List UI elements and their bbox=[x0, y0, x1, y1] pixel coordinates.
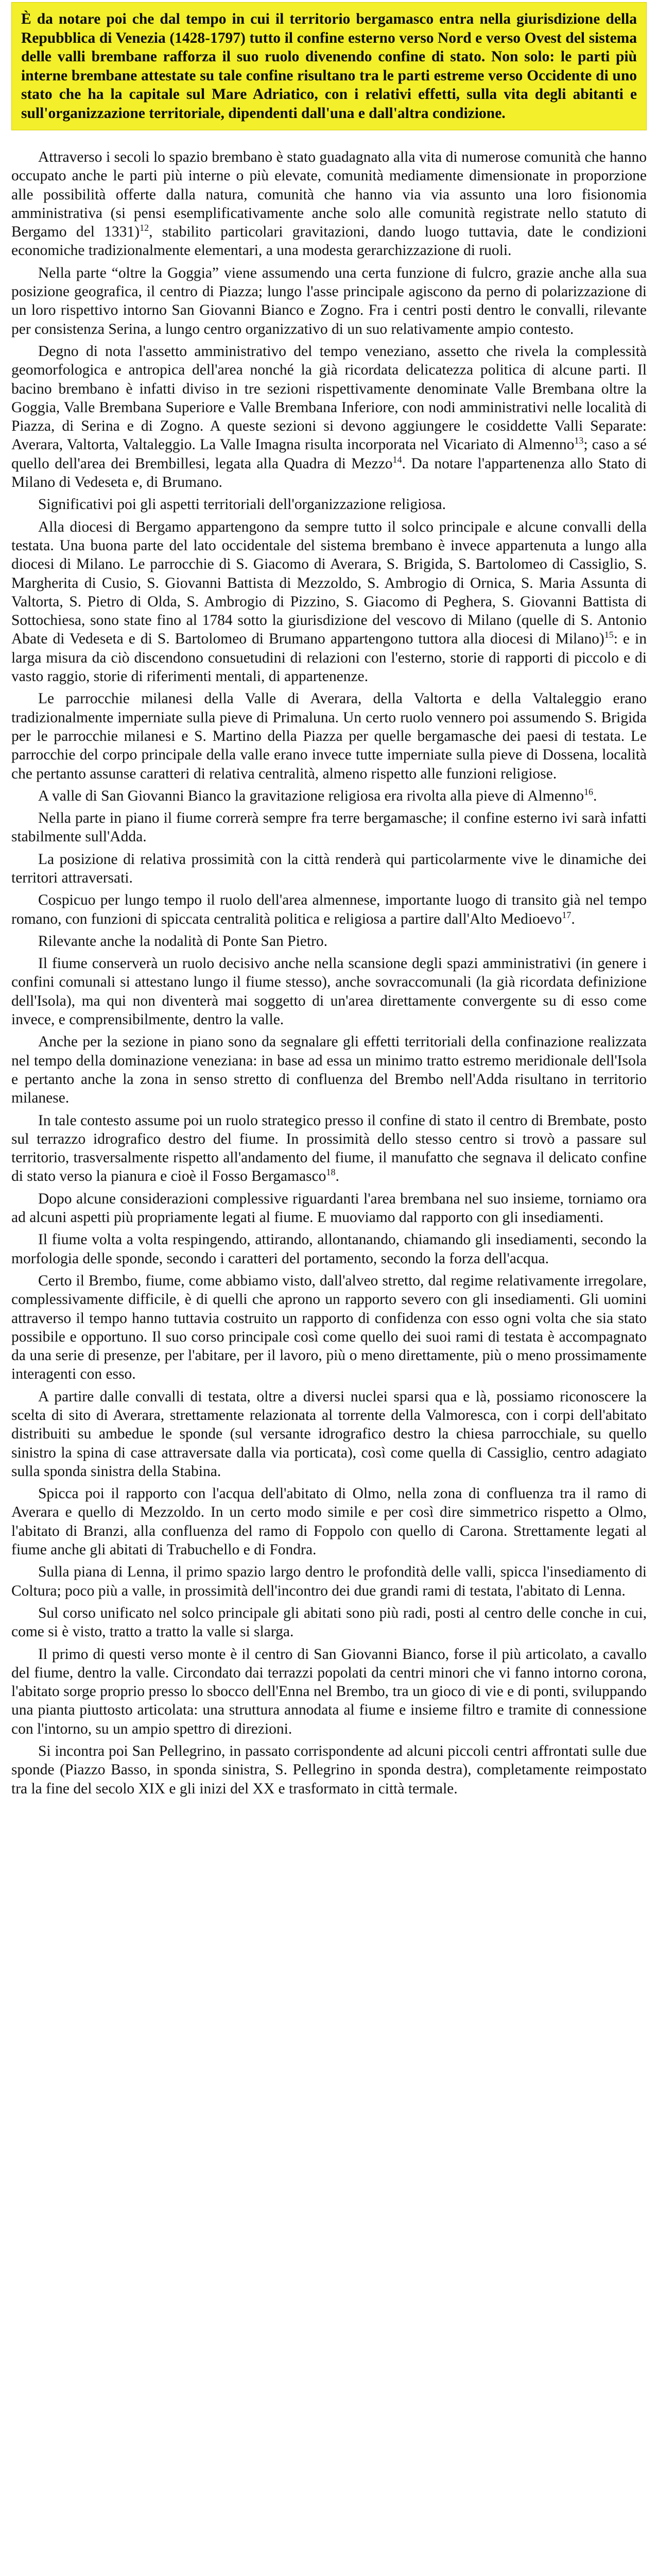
paragraph-text: Il primo di questi verso monte è il centro di San Giovanni Bianco, forse il più articolato, a cavallo del fiume, dentro la valle. Circondato dai terrazzi popolati da centri minori che vi fanno intorno corona, l'abitato sorge proprio presso lo sbocco dell'Enna nel Brembo, tra un gioco di vie e di ponti, sviluppando una pianta piuttosto articolata: una struttura annodata al fiume e insieme filtro e tramite di connessione con l'intorno, su un ampio spettro di direzioni. bbox=[11, 1646, 647, 1737]
paragraph bbox=[11, 1645, 647, 1738]
paragraph bbox=[11, 1387, 647, 1481]
paragraph-text: . bbox=[335, 1168, 339, 1185]
paragraph-text: Nella parte “oltre la Goggia” viene assumendo una certa funzione di fulcro, grazie anche alla sua posizione geografica, il centro di Piazza; lungo l'asse principale agiscono da perno di polarizzazione di un loro rispettivo intorno San Giovanni Bianco e Zogno. Fra i centri posti dentro le convalli, rilevante per consistenza Serina, a lungo centro organizzativo di un suo relativamente ampio contesto. bbox=[11, 264, 647, 337]
paragraph bbox=[11, 342, 647, 492]
body-text bbox=[11, 148, 647, 1798]
paragraph bbox=[11, 1190, 647, 1227]
paragraph-text: Le parrocchie milanesi della Valle di Averara, della Valtorta e della Valtaleggio erano tradizionalmente imperniate sulla pieve di Primaluna. Un certo ruolo vennero poi assumendo S. Brigida per le parrocchie milanesi e S. Martino della Piazza per quelle bergamasche dei paesi di testata. Le parrocchie del corpo principale della valle erano invece tutte imperniate sulla pieve di Dossena, località che pertanto assunse caratteri di relativa centralità, almeno rispetto alle funzioni religiose. bbox=[11, 690, 647, 782]
footnote-ref: 15 bbox=[604, 630, 614, 640]
paragraph bbox=[11, 787, 647, 805]
footnote-ref: 14 bbox=[392, 454, 402, 465]
paragraph-text: Nella parte in piano il fiume correrà sempre fra terre bergamasche; il confine esterno ivi sarà infatti stabilmente sull'Adda. bbox=[11, 810, 647, 845]
paragraph bbox=[11, 1563, 647, 1600]
paragraph-text: Dopo alcune considerazioni complessive riguardanti l'area brembana nel suo insieme, torniamo ora ad alcuni aspetti più propriamente legati al fiume. E muoviamo dal rapporto con gli insediamenti. bbox=[11, 1190, 647, 1226]
paragraph-text: Certo il Brembo, fiume, come abbiamo visto, dall'alveo stretto, dal regime relativamente irregolare, complessivamente difficile, è di quelli che aprono un rapporto severo con gli insediamenti. Gli uomini attraverso il tempo hanno tuttavia costruito un rapporto di confidenza con esso ogni volta che sia stato possibile e opportuno. Il suo corso principale così come quello dei suoi rami di testata è accompagnato da una serie di presenze, per l'abitare, per il lavoro, più o meno direttamente, più o meno prossimamente interagenti con esso. bbox=[11, 1272, 647, 1383]
paragraph bbox=[11, 891, 647, 928]
paragraph-text: In tale contesto assume poi un ruolo strategico presso il confine di stato il centro di Brembate, posto sul terrazzo idrografico destro del fiume. In prossimità dello stesso centro si trovò a passare sul territorio, trasversalmente rispetto all'andamento del fiume, il manufatto che segnava il delicato confine di stato verso la pianura e cioè il Fosso Bergamasco bbox=[11, 1112, 647, 1185]
paragraph bbox=[11, 518, 647, 686]
paragraph-text: . bbox=[593, 787, 597, 804]
paragraph bbox=[11, 1230, 647, 1268]
paragraph-text: A partire dalle convalli di testata, oltre a diversi nuclei sparsi qua e là, possiamo riconoscere la scelta di sito di Averara, strettamente relazionata al torrente della Valmoresca, con i corpi dell'abitato distribuiti su ambedue le sponde (sul versante idrografico destro la chiesa parrocchiale, su quello sinistro la spina di case attraversate dalla via porticata), così come quella di Cassiglio, centro adagiato sulla sponda sinistra della Stabina. bbox=[11, 1388, 647, 1480]
footnote-ref: 16 bbox=[584, 786, 594, 797]
paragraph-text: . bbox=[571, 910, 575, 927]
paragraph-text: . Da notare l'appartenenza allo Stato di Milano di Vedeseta e, di Brumano. bbox=[11, 455, 647, 491]
paragraph bbox=[11, 850, 647, 888]
paragraph bbox=[11, 264, 647, 338]
paragraph-text: Il fiume conserverà un ruolo decisivo anche nella scansione degli spazi amministrativi (in genere i confini comunali si attestano lungo il fiume stesso), anche sovraccomunali (la già ricordata definizione dell'Isola), ma qui non diventerà mai soggetto di un'area direttamente convergente su di esso come invece, e comprensibilmente, dentro la valle. bbox=[11, 955, 647, 1028]
footnote-ref: 17 bbox=[562, 909, 572, 920]
paragraph-text: Si incontra poi San Pellegrino, in passato corrispondente ad alcuni piccoli centri affrontati sulle due sponde (Piazzo Basso, in sponda sinistra, S. Pellegrino in sponda destra), completamente reimpostato tra la fine del secolo XIX e gli inizi del XX e trasformato in città termale. bbox=[11, 1743, 647, 1797]
paragraph-text: Spicca poi il rapporto con l'acqua dell'abitato di Olmo, nella zona di confluenza tra il ramo di Averara e quello di Mezzoldo. In un certo modo simile e per così dire simmetrico rispetto a Olmo, l'abitato di Branzi, alla confluenza del ramo di Foppolo con quello di Carona. Strettamente legati al fiume anche gli abitati di Trabuchello e di Fondra. bbox=[11, 1485, 647, 1558]
paragraph bbox=[11, 148, 647, 260]
paragraph bbox=[11, 1032, 647, 1107]
paragraph bbox=[11, 932, 647, 951]
paragraph-text: Rilevante anche la nodalità di Ponte San Pietro. bbox=[38, 933, 327, 950]
paragraph-text: ; caso a sé quello dell'area dei Brembillesi, legata alla Quadra di Mezzo bbox=[11, 436, 647, 472]
footnote-ref: 12 bbox=[140, 223, 149, 233]
footnote-ref: 18 bbox=[326, 1167, 336, 1178]
paragraph-text: Alla diocesi di Bergamo appartengono da sempre tutto il solco principale e alcune convalli della testata. Una buona parte del lato occidentale del sistema brembano è invece appartenuta a lungo alla diocesi di Milano. Le parrocchie di S. Giacomo di Averara, S. Brigida, S. Bartolomeo di Cassiglio, S. Margherita di Cusio, S. Giovanni Battista di Mezzoldo, S. Ambrogio di Ornica, S. Maria Assunta di Valtorta, S. Pietro di Olda, S. Ambrogio di Pizzino, S. Giacomo di Peghera, S. Giovanni Battista di Sottochiesa, sono state fino al 1784 sotto la giurisdizione del vescovo di Milano (quelle di S. Antonio Abate di Vedeseta e di S. Bartolomeo di Brumano appartengono tuttora alla diocesi di Milano) bbox=[11, 518, 647, 648]
paragraph bbox=[11, 1742, 647, 1798]
paragraph-text: , stabilito particolari gravitazioni, dando luogo tuttavia, date le condizioni economiche tradizionalmente elementari, a una modesta gerarchizzazione di ruoli. bbox=[11, 224, 647, 259]
paragraph bbox=[11, 1272, 647, 1384]
paragraph-text: Sulla piana di Lenna, il primo spazio largo dentro le profondità delle valli, spicca l'insediamento di Coltura; poco più a valle, in prossimità dell'incontro dei due grandi rami di testata, l'abitato di Lenna. bbox=[11, 1564, 647, 1599]
highlighted-intro-box: È da notare poi che dal tempo in cui il territorio bergamasco entra nella giurisdizione della Repubblica di Venezia (1428-1797) tutto il confine esterno verso Nord e verso Ovest del sistema delle valli brembane rafforza il suo ruolo divenendo confine di stato. Non solo: le parti più interne brembane attestate su tale confine risultano tra le parti estreme verso Occidente di uno stato che ha la capitale sul Mare Adriatico, con i relativi effetti, sulla vita degli abitanti e sull'organizzazione territoriale, dipendenti dall'una e dall'altra condizione. bbox=[11, 2, 647, 130]
paragraph bbox=[11, 495, 647, 514]
paragraph-text: Significativi poi gli aspetti territoriali dell'organizzazione religiosa. bbox=[38, 496, 446, 513]
paragraph bbox=[11, 1111, 647, 1186]
footnote-ref: 13 bbox=[574, 435, 584, 446]
paragraph bbox=[11, 954, 647, 1029]
paragraph-text: Anche per la sezione in piano sono da segnalare gli effetti territoriali della confinazione realizzata nel tempo della dominazione veneziana: in base ad essa un minimo tratto estremo meridionale dell'Isola e pertanto anche la zona in senso stretto di confluenza del Brembo nell'Adda risultano in territorio milanese. bbox=[11, 1033, 647, 1107]
paragraph-text: Cospicuo per lungo tempo il ruolo dell'area almennese, importante luogo di transito già nel tempo romano, con funzioni di spiccata centralità politica e religiosa a partire dall'Alto Medioevo bbox=[11, 892, 647, 927]
paragraph-text: A valle di San Giovanni Bianco la gravitazione religiosa era rivolta alla pieve di Almenno bbox=[38, 787, 584, 804]
paragraph-text: Attraverso i secoli lo spazio brembano è stato guadagnato alla vita di numerose comunità che hanno occupato anche le parti più interne o più elevate, comunità mediamente dimensionate in proporzione alle possibilità offerte dalla natura, comunità che hanno via via assunto una loro fisionomia amministrativa (si pensi esemplificativamente anche solo alle comunità registrate nello statuto di Bergamo del 1331) bbox=[11, 149, 647, 241]
paragraph-text: Degno di nota l'assetto amministrativo del tempo veneziano, assetto che rivela la complessità geomorfologica e antropica dell'area nonché la già ricordata delicatezza politica di alcune parti. Il bacino brembano è infatti diviso in tre sezioni rispettivamente denominate Valle Brembana oltre la Goggia, Valle Brembana Superiore e Valle Brembana Inferiore, con nodi amministrativi nelle località di Piazza, di Serina e di Zogno. A queste sezioni si devono aggiungere le cosiddette Valli Separate: Averara, Valtorta, Valtaleggio. La Valle Imagna risulta incorporata nel Vicariato di Almenno bbox=[11, 343, 647, 453]
paragraph-text: : e in larga misura da ciò discendono consuetudini di relazioni con l'esterno, storie di rapporti di piccolo e di vasto raggio, storie di riferimenti mentali, di appartenenze. bbox=[11, 631, 647, 685]
paragraph-text: Sul corso unificato nel solco principale gli abitati sono più radi, posti al centro delle conche in cui, come si è visto, tratto a tratto la valle si slarga. bbox=[11, 1604, 647, 1640]
paragraph-text: Il fiume volta a volta respingendo, attirando, allontanando, chiamando gli insediamenti, secondo la morfologia delle sponde, secondo i caratteri del portamento, secondo la forza dell'acqua. bbox=[11, 1231, 647, 1267]
paragraph bbox=[11, 1604, 647, 1641]
paragraph-text: La posizione di relativa prossimità con la città renderà qui particolarmente vive le dinamiche dei territori attraversati. bbox=[11, 851, 647, 886]
paragraph bbox=[11, 809, 647, 846]
paragraph bbox=[11, 689, 647, 783]
paragraph bbox=[11, 1484, 647, 1559]
